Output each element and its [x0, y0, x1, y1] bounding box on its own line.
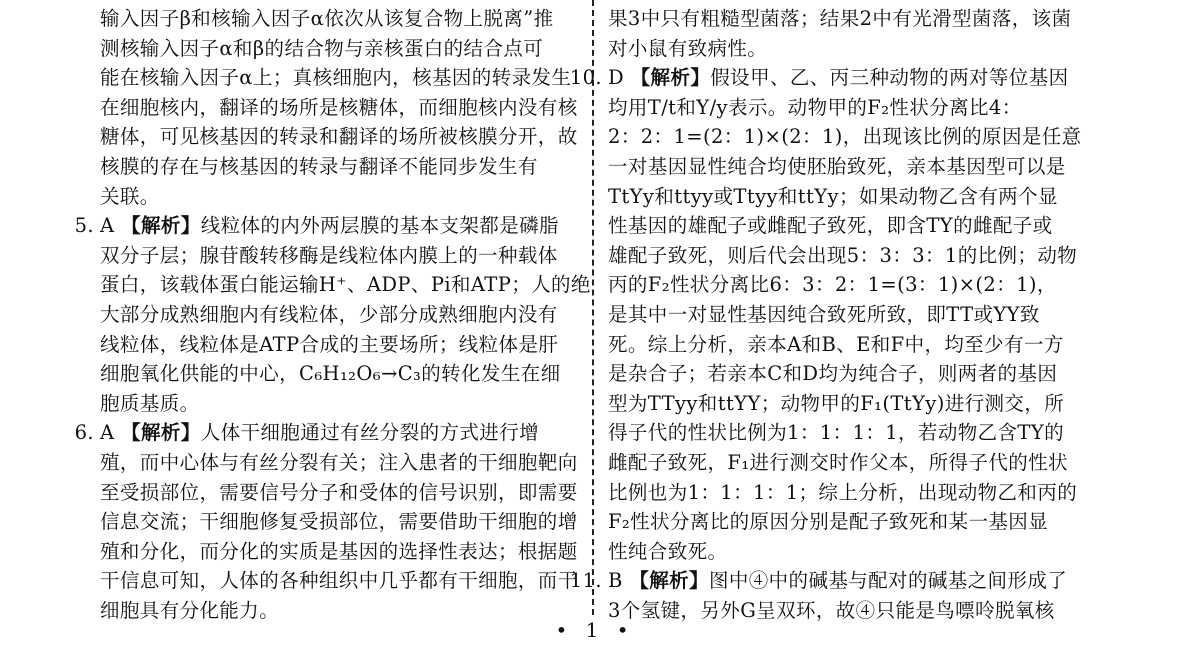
answer-4-continuation: [100, 4, 580, 211]
text-line: 胞质基质。: [100, 391, 200, 415]
text-line: 能在核输入因子α上；真核细胞内，核基因的转录发生: [100, 66, 572, 90]
answer-11: [569, 566, 1086, 625]
text-line: 双分子层；腺苷酸转移酶是线粒体内膜上的一种载体: [100, 243, 558, 267]
text-line: 型为TTyy和ttYY；动物甲的F₁(TtYy)进行测交，所: [608, 391, 1065, 415]
text-line: 至受损部位，需要信号分子和受体的信号识别，即需要: [100, 480, 578, 504]
text-line: 蛋白，该载体蛋白能运输H⁺、ADP、Pi和ATP；人的绝: [100, 273, 591, 297]
text-line: 大部分成熟细胞内有线粒体，少部分成熟细胞内没有: [100, 302, 558, 326]
text-line: 糖体，可见核基因的转录和翻译的场所被核膜分开，故: [100, 125, 578, 149]
text-line: 均用T/t和Y/y表示。动物甲的F₂性状分离比4：: [608, 95, 1022, 119]
text-segment: 假设甲、乙、丙三种动物的两对等位基因: [710, 66, 1069, 90]
answer-number: 11.: [569, 569, 602, 593]
answer-number: 6.: [74, 421, 94, 445]
right-column: [569, 4, 1086, 625]
text-line: 果3中只有粗糙型菌落；结果2中有光滑型菌落，该菌: [608, 7, 1072, 30]
text-line: 线粒体，线粒体是ATP合成的主要场所；线粒体是肝: [100, 332, 559, 356]
text-line: 对小鼠有致病性。: [608, 36, 768, 60]
page-number: • 1 •: [555, 618, 635, 642]
text-line: [100, 418, 580, 448]
text-segment: 图中④中的碱基与配对的碱基之间形成了: [708, 569, 1068, 593]
text-line: F₂性状分离比的原因分别是配子致死和某一基因显: [608, 510, 1049, 534]
text-line: 核膜的存在与核基因的转录与翻译不能同步发生有: [100, 154, 538, 178]
text-line: 3个氢键，另外G呈双环，故④只能是鸟嘌呤脱氧核: [608, 598, 1055, 622]
text-line: 得子代的性状比例为1：1：1：1，若动物乙含TY的: [608, 421, 1065, 445]
analysis-tag: 【解析】: [629, 569, 709, 593]
text-line: 比例也为1：1：1：1；综上分析，出现动物乙和丙的: [608, 480, 1078, 504]
text-line: 雌配子致死，F₁进行测交时作父本，所得子代的性状: [608, 450, 1068, 474]
text-line: 2：2：1=(2：1)×(2：1)，出现该比例的原因是任意: [608, 125, 1082, 149]
analysis-tag: 【解析】: [121, 421, 201, 445]
text-line: 细胞具有分化能力。: [100, 598, 280, 622]
answer-letter: A: [100, 421, 115, 445]
text-line: 关联。: [100, 184, 160, 208]
answer-9-continuation: [608, 4, 1086, 63]
text-line: 殖和分化，而分化的实质是基因的选择性表达；根据题: [100, 539, 578, 563]
text-line: 在细胞核内，翻译的场所是核糖体，而细胞核内没有核: [100, 95, 578, 119]
answer-6: [74, 418, 580, 625]
text-line: 丙的F₂性状分离比6：3：2：1=(3：1)×(2：1)，: [608, 273, 1057, 297]
text-line: 测核输入因子α和β的结合物与亲核蛋白的结合点可: [100, 36, 544, 60]
text-segment: 人体干细胞通过有丝分裂的方式进行增: [200, 421, 540, 445]
text-line: 是杂合子；若亲本C和D均为纯合子，则两者的基因: [608, 362, 1058, 386]
text-line: 干信息可知，人体的各种组织中几乎都有干细胞，而干: [100, 569, 578, 593]
text-line: [608, 63, 1086, 93]
text-line: 一对基因显性纯合均使胚胎致死，亲本基因型可以是: [608, 154, 1066, 178]
text-line: 信息交流；干细胞修复受损部位，需要借助干细胞的增: [100, 510, 578, 534]
answer-5: [74, 211, 591, 418]
text-line: [100, 211, 580, 241]
text-line: 性纯合致死。: [608, 539, 728, 563]
text-segment: 线粒体的内外两层膜的基本支架都是磷脂: [200, 214, 559, 238]
text-line: 输入因子β和核输入因子α依次从该复合物上脱离”推: [100, 7, 554, 30]
answer-letter: D: [608, 66, 625, 90]
text-line: 是其中一对显性基因纯合致死所致，即TT或YY致: [608, 302, 1040, 326]
analysis-tag: 【解析】: [630, 66, 711, 90]
answer-number: 5.: [74, 214, 94, 238]
answer-letter: B: [608, 569, 623, 593]
text-line: 细胞氧化供能的中心，C₆H₁₂O₆→C₃的转化发生在细: [100, 362, 561, 386]
text-line: 死。综上分析，亲本A和B、E和F中，均至少有一方: [608, 332, 1064, 356]
text-line: 性基因的雄配子或雌配子致死，即含TY的雌配子或: [608, 214, 1053, 238]
text-line: TtYy和ttyy或Ttyy和ttYy；如果动物乙含有两个显: [608, 184, 1058, 208]
answer-10: [569, 63, 1086, 566]
answer-number: 10.: [569, 66, 602, 90]
answer-letter: A: [100, 214, 115, 238]
text-line: 殖，而中心体与有丝分裂有关；注入患者的干细胞靶向: [100, 450, 578, 474]
analysis-tag: 【解析】: [121, 214, 201, 238]
text-line: [608, 566, 1086, 596]
text-line: 雄配子致死，则后代会出现5：3：3：1的比例；动物: [608, 243, 1078, 267]
